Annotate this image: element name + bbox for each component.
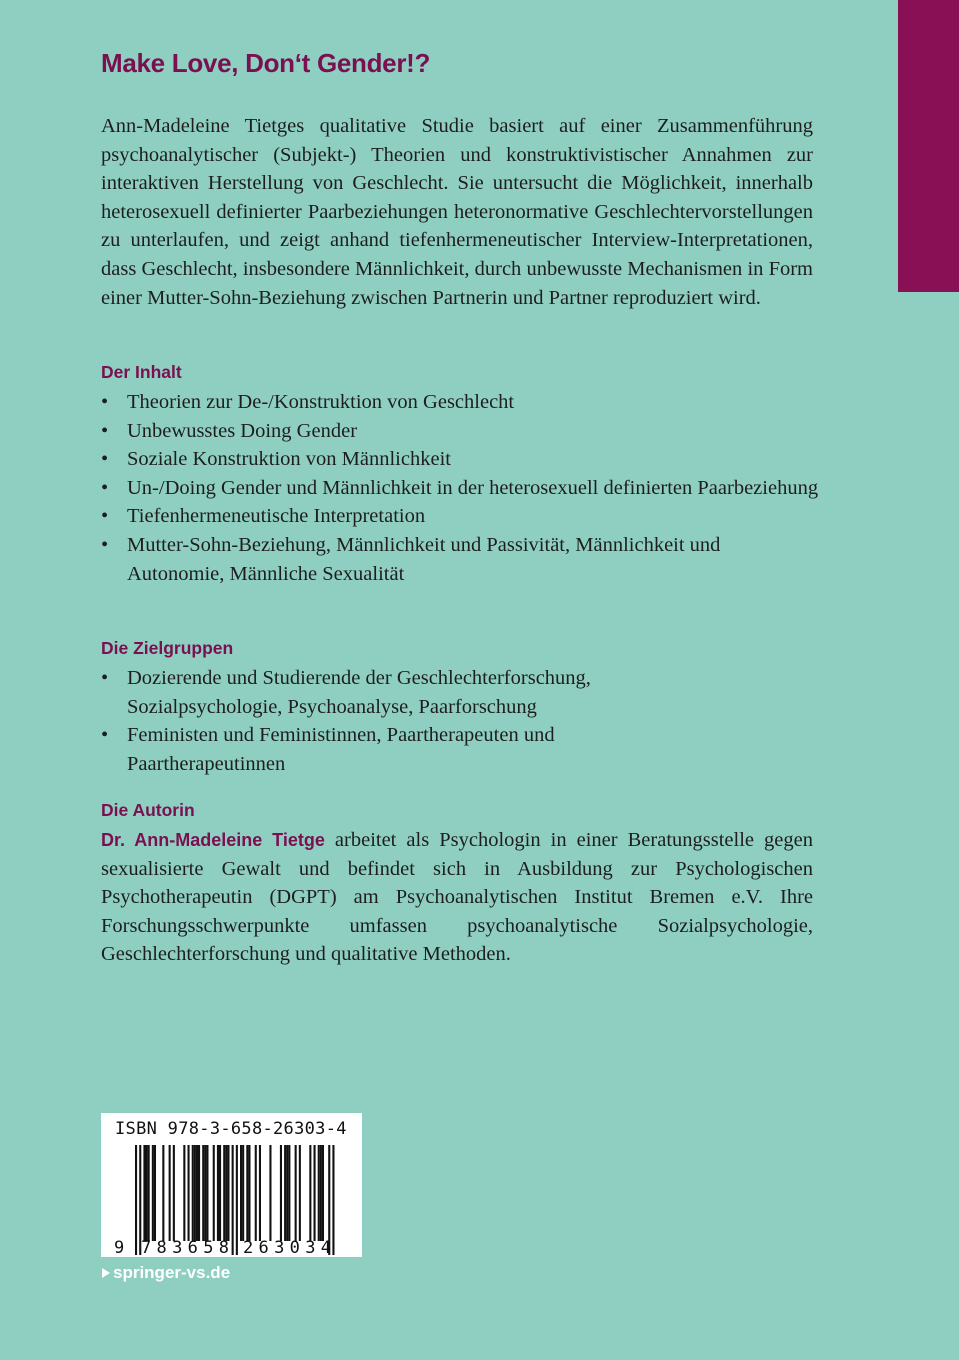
- barcode-bar: [227, 1145, 229, 1241]
- author-bio: [101, 826, 813, 969]
- barcode-bar: [248, 1145, 250, 1241]
- barcode-bar: [206, 1145, 208, 1241]
- audience-list: [101, 664, 701, 778]
- contents-item: • Tiefenhermeneutische Interpretation: [101, 502, 821, 531]
- bullet-icon: •: [101, 476, 109, 499]
- barcode-bar: [269, 1145, 271, 1241]
- bullet-icon: •: [101, 448, 109, 471]
- barcode-bar: [225, 1145, 227, 1241]
- contents-item: • Un-/Doing Gender und Männlichkeit in der heterosexuell definierten Paarbeziehung: [101, 474, 821, 503]
- barcode-bar: [146, 1145, 148, 1241]
- barcode-bar: [223, 1145, 225, 1241]
- barcode-bar: [299, 1145, 301, 1241]
- author-bio-text: arbeitet als Psychologin in einer Beratungsstelle gegen sexualisierte Gewalt und befindet sich in Ausbildung zur Psychologischen Psychotherapeutin (DGPT) am Psychoanalytischen Institut Bremen e.V. Ihre Forschungsschwerpunkte umfassen psychoanalytische Sozialpsychologie, Geschlechterforschung und qualitative Methoden.: [101, 829, 813, 966]
- barcode-bar: [309, 1145, 311, 1241]
- barcode-bar: [322, 1145, 324, 1241]
- contents-item: • Mutter-Sohn-Beziehung, Männlichkeit und Passivität, Männlichkeit und Autonomie, Männliche Sexualität: [101, 531, 821, 588]
- bullet-icon: •: [101, 533, 109, 556]
- bullet-icon: •: [101, 667, 109, 689]
- barcode-bar: [152, 1145, 154, 1241]
- barcode-bar: [202, 1145, 204, 1241]
- barcode-bar: [194, 1145, 196, 1241]
- contents-list: [101, 388, 821, 588]
- barcode-bar: [196, 1145, 198, 1241]
- audience-item: • Dozierende und Studierende der Geschlechterforschung, Sozialpsychologie, Psychoanalyse, Paarforschung: [101, 664, 701, 721]
- barcode-bar: [314, 1145, 316, 1241]
- barcode-bar: [288, 1145, 290, 1241]
- barcode-bar: [219, 1145, 221, 1241]
- barcode-bar: [236, 1145, 238, 1255]
- barcode-bar: [284, 1145, 286, 1241]
- barcode-bar: [242, 1145, 244, 1241]
- barcode-bar: [154, 1145, 156, 1241]
- author-name: Dr. Ann-Madeleine Tietge: [101, 830, 325, 850]
- barcode-bar: [295, 1145, 297, 1241]
- barcode-bar: [232, 1145, 234, 1255]
- barcode-first-digit: 9: [114, 1238, 125, 1257]
- barcode-bar: [217, 1145, 219, 1241]
- barcode-bar: [198, 1145, 200, 1241]
- bullet-icon: •: [101, 419, 109, 442]
- barcode-bar: [135, 1145, 137, 1255]
- barcode-bar: [162, 1145, 164, 1241]
- barcode-bar: [320, 1145, 322, 1241]
- barcode-bar: [204, 1145, 206, 1241]
- barcode-bar: [286, 1145, 288, 1241]
- audience-heading: Die Zielgruppen: [101, 638, 234, 658]
- barcode-bar: [173, 1145, 175, 1241]
- barcode-bar: [192, 1145, 194, 1241]
- contents-heading: Der Inhalt: [101, 362, 182, 382]
- isbn-barcode: [101, 1113, 362, 1257]
- blurb-paragraph: Ann-Madeleine Tietges qualitative Studie basiert auf einer Zusammenführung psychoanalytischer (Subjekt-) Theorien und konstruktivistischer Annahmen zur interaktiven Herstellung von Geschlecht. Sie untersucht die Möglichkeit, innerhalb heterosexuell definierter Paarbeziehungen heteronormative Geschlechtervorstellungen zu unterlaufen, und zeigt anhand tiefenhermeneutischer Interview-Interpretationen, dass Geschlecht, insbesondere Männlichkeit, durch unbewusste Mechanismen in Form einer Mutter-Sohn-Beziehung zwischen Partnerin und Partner reproduziert wird.: [101, 115, 813, 309]
- website-link[interactable]: [102, 1263, 230, 1283]
- barcode-left-digits: 783658: [141, 1238, 229, 1257]
- book-title: Make Love, Don‘t Gender!?: [101, 48, 431, 78]
- bullet-icon: •: [101, 391, 109, 413]
- barcode-graphic: [101, 1113, 362, 1257]
- barcode-bar: [332, 1145, 334, 1255]
- author-heading: Die Autorin: [101, 800, 195, 820]
- contents-item: • Unbewusstes Doing Gender: [101, 417, 821, 446]
- barcode-bar: [143, 1145, 145, 1241]
- bullet-icon: •: [101, 505, 109, 528]
- barcode-bar: [255, 1145, 257, 1241]
- barcode-bar: [188, 1145, 190, 1241]
- bullet-icon: •: [101, 724, 109, 747]
- barcode-bar: [259, 1145, 261, 1241]
- contents-item: • Theorien zur De-/Konstruktion von Geschlecht: [101, 388, 821, 417]
- barcode-bar: [148, 1145, 150, 1241]
- barcode-bar: [183, 1145, 185, 1241]
- contents-item: • Soziale Konstruktion von Männlichkeit: [101, 445, 821, 474]
- barcode-bar: [280, 1145, 282, 1241]
- barcode-bar: [246, 1145, 248, 1241]
- accent-tab: [898, 0, 959, 292]
- isbn-label: ISBN 978-3-658-26303-4: [115, 1119, 347, 1139]
- barcode-right-digits: 263034: [243, 1238, 331, 1257]
- barcode-bar: [213, 1145, 215, 1241]
- audience-item: • Feministen und Feministinnen, Paartherapeuten und Paartherapeutinnen: [101, 721, 701, 778]
- website-text: springer-vs.de: [113, 1263, 231, 1282]
- barcode-bar: [240, 1145, 242, 1241]
- barcode-bar: [169, 1145, 171, 1241]
- arrow-right-icon: [102, 1268, 110, 1278]
- barcode-bar: [318, 1145, 320, 1241]
